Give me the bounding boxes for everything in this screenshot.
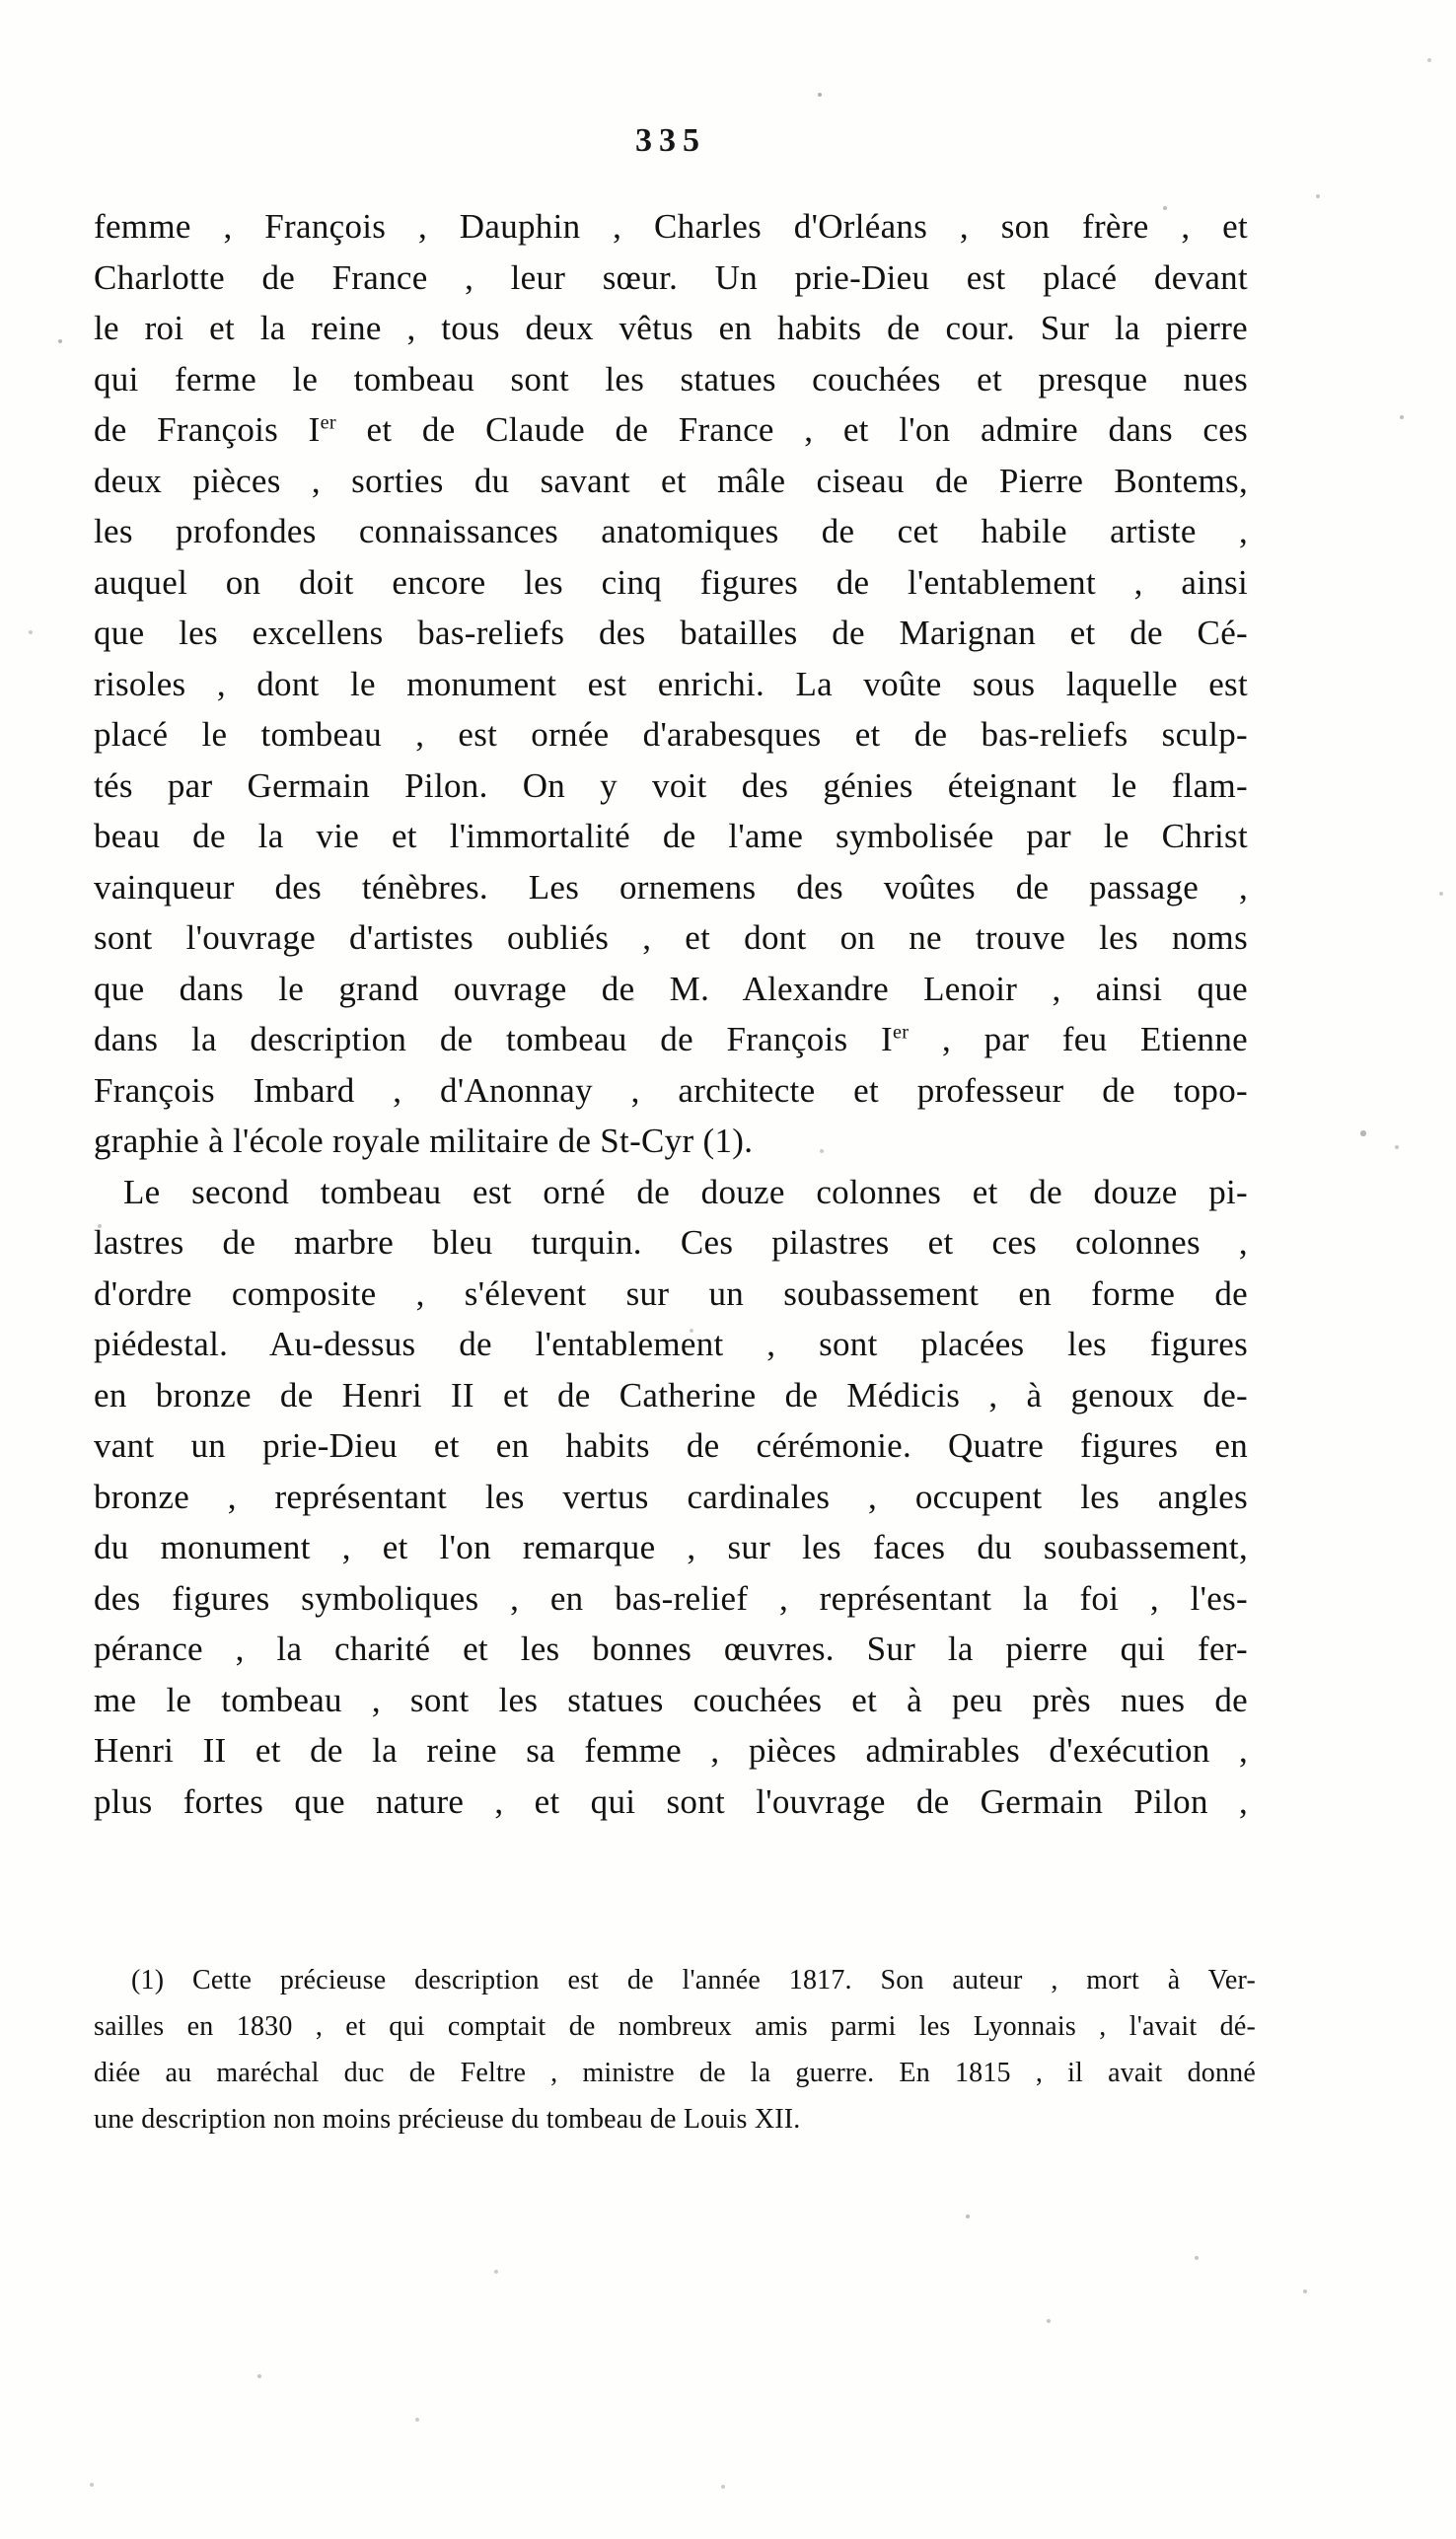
text-line: une description non moins précieuse du tombeau de Louis XII. [94, 2104, 801, 2135]
text-line: que les excellens bas-reliefs des batailles de Marignan et de Cé- [94, 614, 1248, 652]
text-line: tés par Germain Pilon. On y voit des génies éteignant le flam- [94, 765, 1248, 805]
text-line: dans la description de tombeau de François Ier , par feu Etienne [94, 1020, 1248, 1058]
text-line: vainqueur des ténèbres. Les ornemens des voûtes de passage , [94, 867, 1248, 907]
text-line: vant un prie-Dieu et en habits de cérémonie. Quatre figures en [94, 1426, 1248, 1465]
text-line: sont l'ouvrage d'artistes oubliés , et dont on ne trouve les noms [94, 918, 1248, 957]
footnote [94, 1957, 1256, 2142]
text-line: des figures symboliques , en bas-relief , représentant la foi , l'es- [94, 1578, 1248, 1618]
scan-noise-specks [0, 0, 2, 2]
text-line: graphie à l'école royale militaire de St-Cyr (1). [94, 1122, 754, 1160]
text-line: de François Ier et de Claude de France , et l'on admire dans ces [94, 410, 1248, 449]
text-line: François Imbard , d'Anonnay , architecte et professeur de topo- [94, 1070, 1248, 1110]
text-line: diée au maréchal duc de Feltre , ministre de la guerre. En 1815 , il avait donné [94, 2058, 1256, 2088]
text-line: placé le tombeau , est ornée d'arabesques et de bas-reliefs sculp- [94, 715, 1248, 754]
text-line: risoles , dont le monument est enrichi. La voûte sous laquelle est [94, 664, 1248, 703]
text-line: piédestal. Au-dessus de l'entablement , sont placées les figures [94, 1325, 1248, 1363]
paragraph-first-tomb [94, 201, 1248, 1167]
text-line: bronze , représentant les vertus cardinales , occupent les angles [94, 1477, 1248, 1516]
text-line: plus fortes que nature , et qui sont l'ouvrage de Germain Pilon , [94, 1781, 1248, 1821]
text-line: d'ordre composite , s'élevent sur un soubassement en forme de [94, 1273, 1248, 1313]
text-line: en bronze de Henri II et de Catherine de Médicis , à genoux de- [94, 1375, 1248, 1415]
text-line: le roi et la reine , tous deux vêtus en habits de cour. Sur la pierre [94, 309, 1248, 347]
text-line: (1) Cette précieuse description est de l'année 1817. Son auteur , mort à Ver- [131, 1965, 1256, 1995]
text-line: auquel on doit encore les cinq figures de l'entablement , ainsi [94, 562, 1248, 602]
main-text [94, 201, 1248, 1827]
text-line: Le second tombeau est orné de douze colonnes et de douze pi- [123, 1172, 1248, 1211]
text-line: du monument , et l'on remarque , sur les faces du soubassement, [94, 1528, 1248, 1566]
text-line: Henri II et de la reine sa femme , pièces admirables d'exécution , [94, 1731, 1248, 1770]
text-line: Charlotte de France , leur sœur. Un prie-Dieu est placé devant [94, 257, 1248, 297]
text-line: me le tombeau , sont les statues couchées et à peu près nues de [94, 1680, 1248, 1719]
text-line: que dans le grand ouvrage de M. Alexandre Lenoir , ainsi que [94, 969, 1248, 1008]
paragraph-second-tomb [94, 1167, 1248, 1828]
text-line: lastres de marbre bleu turquin. Ces pilastres et ces colonnes , [94, 1223, 1248, 1262]
text-line: pérance , la charité et les bonnes œuvres. Sur la pierre qui fer- [94, 1630, 1248, 1668]
text-line: les profondes connaissances anatomiques de cet habile artiste , [94, 512, 1248, 550]
text-line: deux pièces , sorties du savant et mâle ciseau de Pierre Bontems, [94, 461, 1248, 500]
text-line: qui ferme le tombeau sont les statues couchées et presque nues [94, 359, 1248, 399]
text-line: beau de la vie et l'immortalité de l'ame symbolisée par le Christ [94, 817, 1248, 855]
text-line: sailles en 1830 , et qui comptait de nombreux amis parmi les Lyonnais , l'avait dé- [94, 2011, 1256, 2042]
page-number: 335 [635, 122, 706, 159]
text-line: femme , François , Dauphin , Charles d'Orléans , son frère , et [94, 207, 1248, 246]
